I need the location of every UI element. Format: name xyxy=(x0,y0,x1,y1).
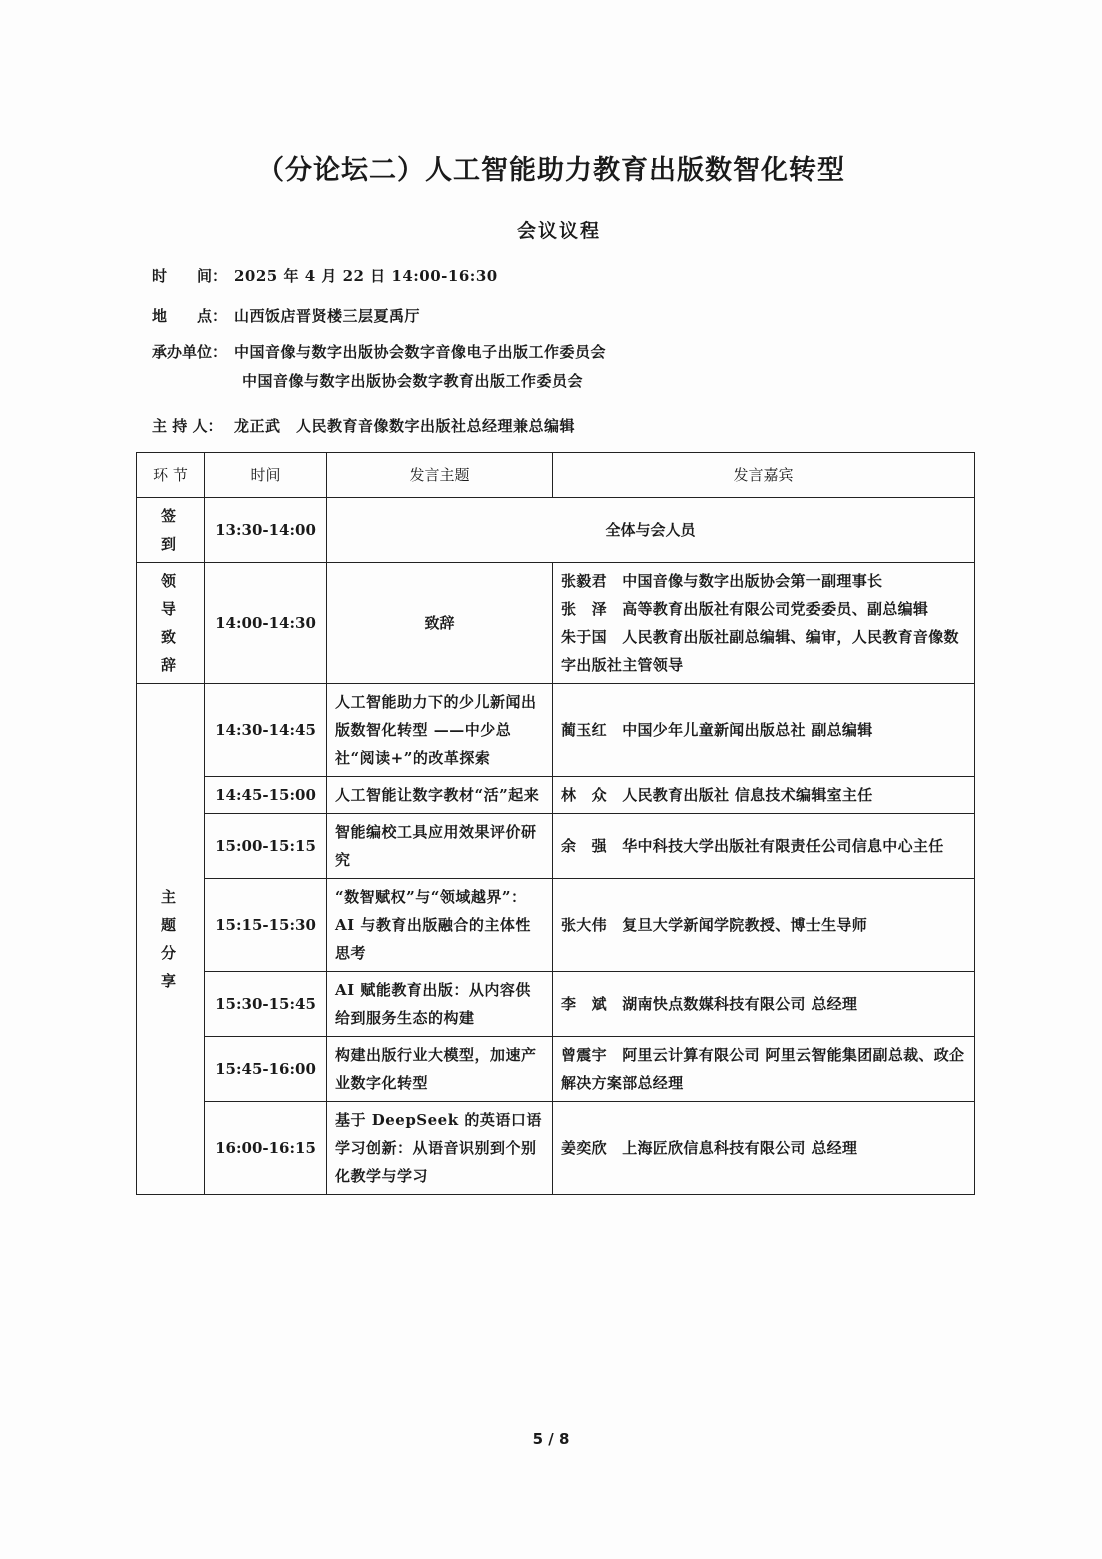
row-topic: 人工智能让数字教材“活”起来 xyxy=(327,777,553,814)
leader-topic: 致辞 xyxy=(327,563,553,684)
place-label: 地 点： xyxy=(152,307,228,325)
row-time: 16:00-16:15 xyxy=(205,1102,327,1195)
agenda-table xyxy=(136,452,975,1195)
table-header-row xyxy=(137,453,975,498)
signin-desc: 全体与会人员 xyxy=(327,498,975,563)
row-topic: 基于 DeepSeek 的英语口语学习创新：从语音识别到个别化教学与学习 xyxy=(327,1102,553,1195)
row-time: 15:45-16:00 xyxy=(205,1037,327,1102)
row-speaker: 姜奕欣 上海匠欣信息科技有限公司 总经理 xyxy=(553,1102,975,1195)
row-speaker: 蔺玉红 中国少年儿童新闻出版总社 副总编辑 xyxy=(553,684,975,777)
header-topic: 发言主题 xyxy=(327,453,553,498)
header-time: 时间 xyxy=(205,453,327,498)
info-time xyxy=(152,266,498,286)
page-title: （分论坛二）人工智能助力教育出版数智化转型 xyxy=(257,155,845,186)
table-row xyxy=(137,814,975,879)
row-speaker: 李 斌 湖南快点数媒科技有限公司 总经理 xyxy=(553,972,975,1037)
table-row xyxy=(137,777,975,814)
row-speaker: 张大伟 复旦大学新闻学院教授、博士生导师 xyxy=(553,879,975,972)
table-row xyxy=(137,879,975,972)
speaker-line: 朱于国 人民教育出版社副总编辑、编审，人民教育音像数字出版社主管领导 xyxy=(561,628,959,674)
organizer-label: 承办单位： xyxy=(152,343,228,361)
row-topic: 智能编校工具应用效果评价研究 xyxy=(327,814,553,879)
signin-time: 13:30-14:00 xyxy=(205,498,327,563)
table-row xyxy=(137,972,975,1037)
leader-section: 领导致辞 xyxy=(137,563,205,684)
leader-row xyxy=(137,563,975,684)
speaker-line: 张毅君 中国音像与数字出版协会第一副理事长 xyxy=(561,572,883,590)
header-speaker: 发言嘉宾 xyxy=(553,453,975,498)
signin-section: 签到 xyxy=(137,498,205,563)
speaker-line: 张 泽 高等教育出版社有限公司党委委员、副总编辑 xyxy=(561,600,929,618)
host-label: 主 持 人： xyxy=(152,417,223,435)
row-time: 15:30-15:45 xyxy=(205,972,327,1037)
row-time: 14:30-14:45 xyxy=(205,684,327,777)
row-time: 14:45-15:00 xyxy=(205,777,327,814)
row-speaker: 曾震宇 阿里云计算有限公司 阿里云智能集团副总裁、政企解决方案部总经理 xyxy=(553,1037,975,1102)
info-place xyxy=(152,306,420,326)
page-subtitle: 会议议程 xyxy=(516,220,601,242)
page-number: 5 / 8 xyxy=(532,1430,570,1448)
signin-row xyxy=(137,498,975,563)
info-organizer xyxy=(152,342,606,362)
organizer-value-1: 中国音像与数字出版协会数字音像电子出版工作委员会 xyxy=(234,343,607,361)
time-label: 时 间： xyxy=(152,267,228,285)
table-row xyxy=(137,684,975,777)
leader-time: 14:00-14:30 xyxy=(205,563,327,684)
header-section: 环 节 xyxy=(137,453,205,498)
row-time: 15:00-15:15 xyxy=(205,814,327,879)
table-row xyxy=(137,1037,975,1102)
row-time: 15:15-15:30 xyxy=(205,879,327,972)
table-row xyxy=(137,1102,975,1195)
row-topic: 人工智能助力下的少儿新闻出版数智化转型 ——中少总社“阅读+”的改革探索 xyxy=(327,684,553,777)
theme-section: 主题分享 xyxy=(137,684,205,1195)
row-topic: “数智赋权”与“领域越界”：AI 与教育出版融合的主体性思考 xyxy=(327,879,553,972)
organizer-value-2: 中国音像与数字出版协会数字教育出版工作委员会 xyxy=(242,372,584,390)
host-value: 龙正武 人民教育音像数字出版社总经理兼总编辑 xyxy=(234,417,576,435)
place-value: 山西饭店晋贤楼三层夏禹厅 xyxy=(234,307,421,325)
row-speaker: 余 强 华中科技大学出版社有限责任公司信息中心主任 xyxy=(553,814,975,879)
time-value: 2025 年 4 月 22 日 14:00-16:30 xyxy=(234,267,498,285)
info-host xyxy=(152,416,575,436)
row-topic: 构建出版行业大模型，加速产业数字化转型 xyxy=(327,1037,553,1102)
row-speaker: 林 众 人民教育出版社 信息技术编辑室主任 xyxy=(553,777,975,814)
leader-speakers xyxy=(553,563,975,684)
row-topic: AI 赋能教育出版：从内容供给到服务生态的构建 xyxy=(327,972,553,1037)
